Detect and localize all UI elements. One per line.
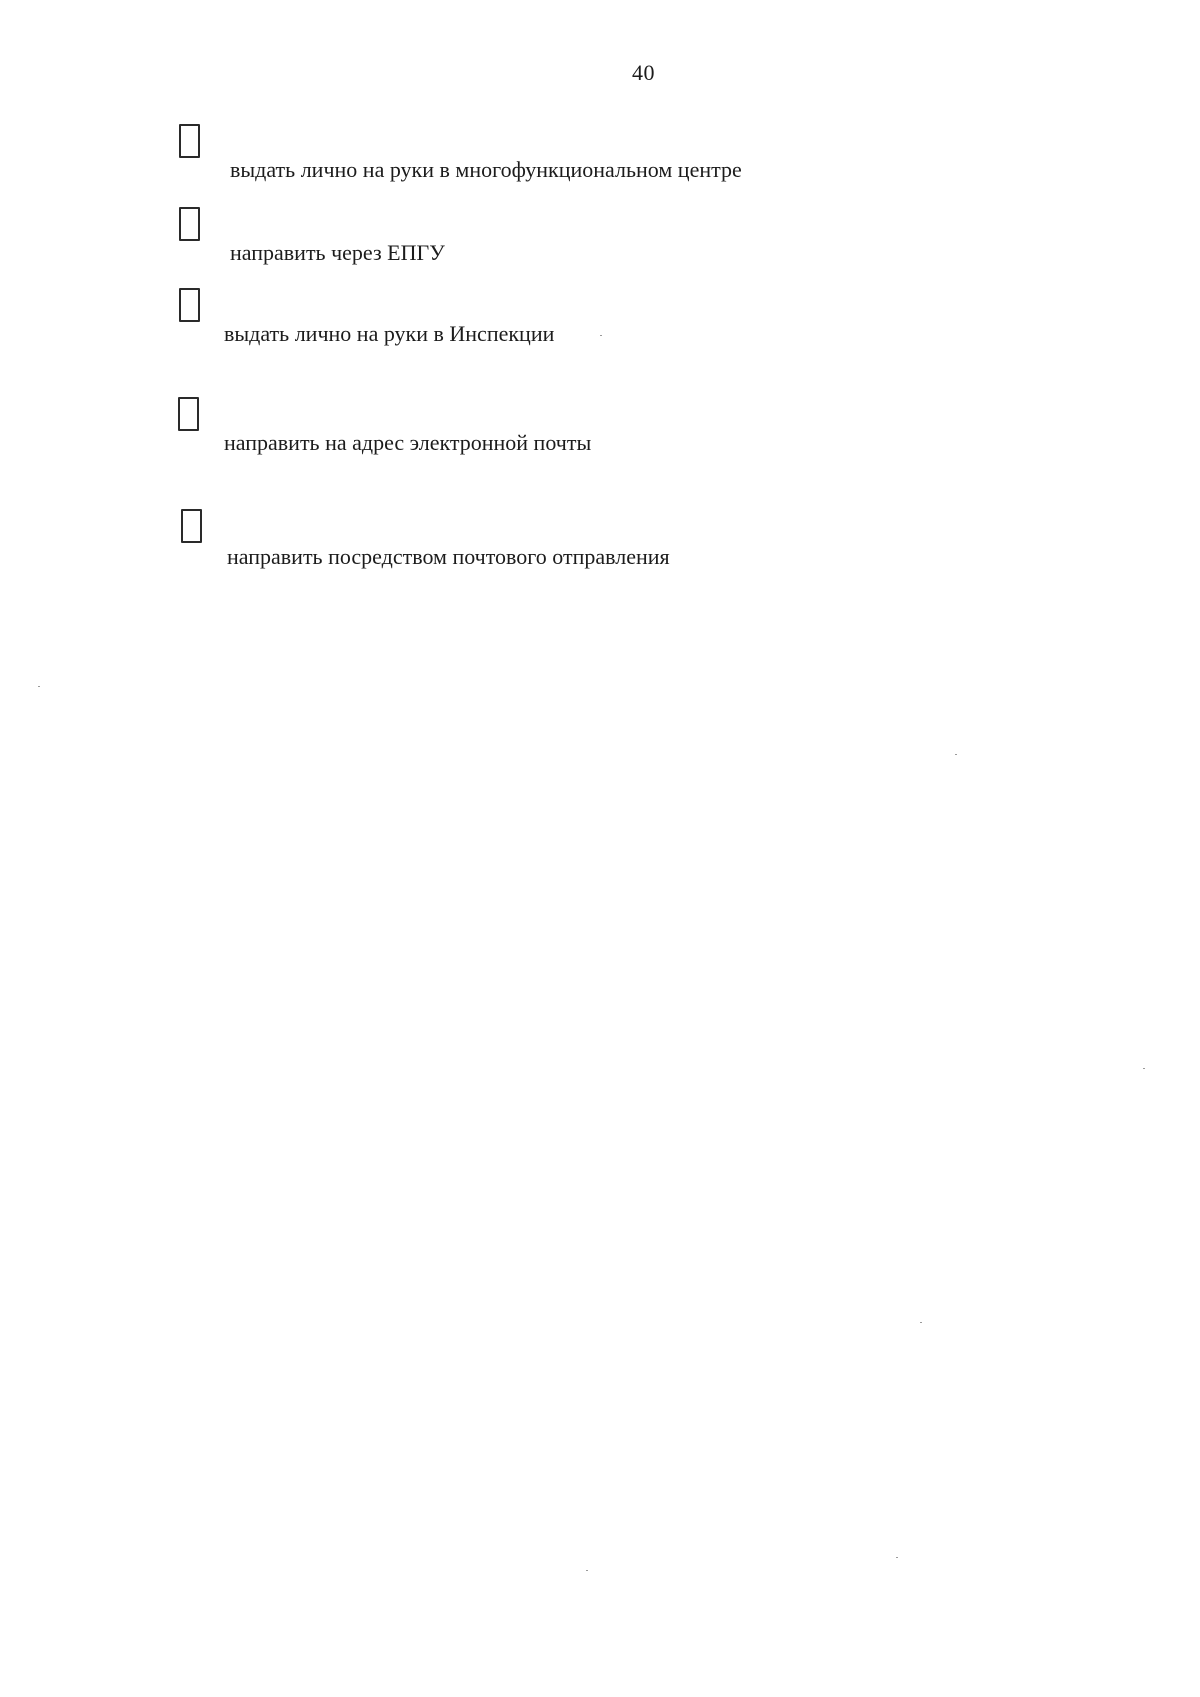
option-label-send-via-epgu: направить через ЕПГУ (230, 240, 445, 265)
scan-speck (38, 686, 40, 687)
scan-speck (955, 754, 957, 755)
option-label-send-to-email: направить на адрес электронной почты (224, 430, 592, 455)
page-number: 40 (632, 60, 655, 85)
checkbox-issue-in-inspection[interactable] (179, 288, 200, 322)
scan-speck (600, 335, 602, 336)
scan-speck (1143, 1068, 1145, 1069)
scan-speck (586, 1570, 588, 1571)
checkbox-issue-in-mfc[interactable] (179, 124, 200, 158)
scan-speck (920, 1322, 922, 1323)
scan-speck (896, 1557, 898, 1558)
checkbox-send-by-post[interactable] (181, 509, 202, 543)
option-label-issue-in-mfc: выдать лично на руки в многофункциональном центре (230, 157, 742, 182)
checkbox-send-to-email[interactable] (178, 397, 199, 431)
option-label-issue-in-inspection: выдать лично на руки в Инспекции (224, 321, 555, 346)
checkbox-send-via-epgu[interactable] (179, 207, 200, 241)
option-label-send-by-post: направить посредством почтового отправления (227, 544, 670, 569)
